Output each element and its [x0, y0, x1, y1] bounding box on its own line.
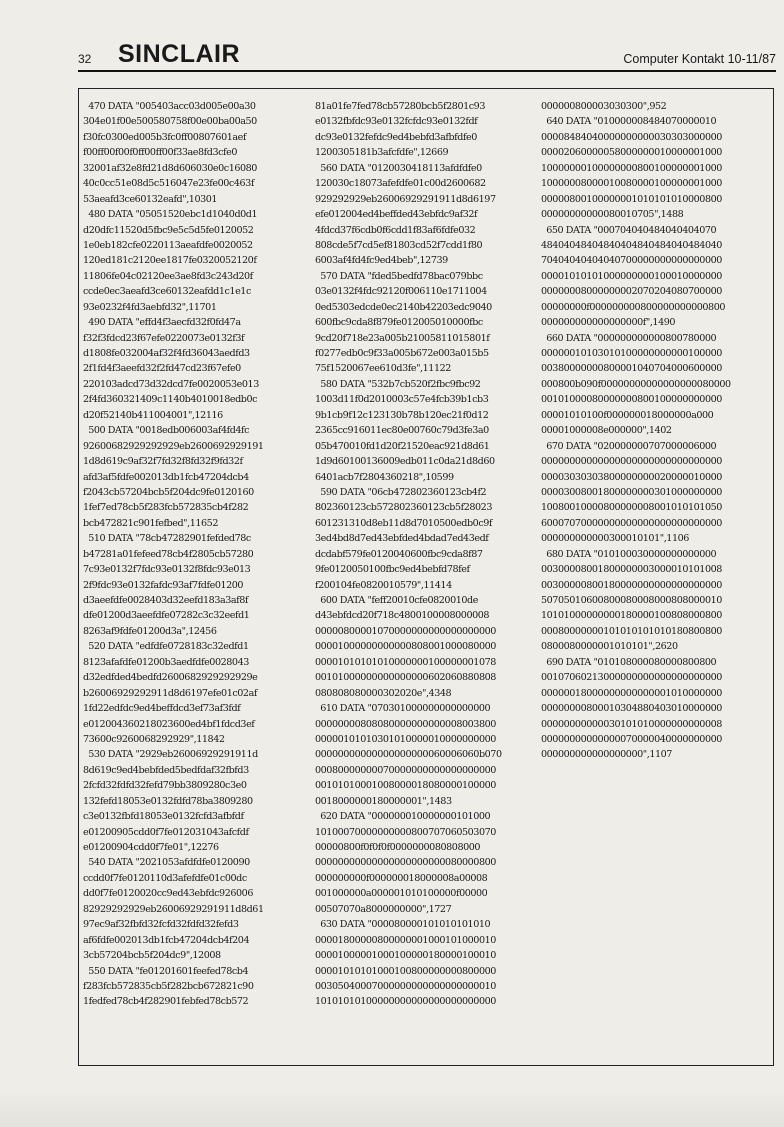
- listing-line: 00001800000800000001000101000010: [315, 934, 496, 946]
- listing-line: af6fdfe002013db1fcb47204dcb4f204: [83, 934, 250, 946]
- listing-line: 00000000000080010705",1488: [541, 209, 684, 221]
- listing-line: 10080010000800000008001010101050: [541, 502, 722, 514]
- listing-line: 1e0eb182cfe0220113aeafdfe0020052: [83, 239, 253, 251]
- listing-line: 05b470010fd1d20f21520eac921d8d61: [315, 440, 490, 452]
- listing-line: 080808080000302020e",4348: [315, 687, 452, 699]
- listing-line: 520 DATA "edfdfe0728183c32edfd1: [83, 641, 249, 653]
- listing-line: 929292929eb26006929291911d8d6197: [315, 193, 496, 205]
- listing-line: 8d619c9ed4bebfded5bedfdaf32fbfd3: [83, 764, 249, 776]
- listing-line: 680 DATA "010100030000000000000: [541, 548, 717, 560]
- listing-line: 00300000800180000000000000000000: [541, 579, 722, 591]
- listing-line: 470 DATA "005403acc03d005e00a30: [83, 101, 256, 112]
- listing-line: dcdabf579fe0120040600fbc9cda8f87: [315, 548, 483, 560]
- listing-line: 1d9d60100136009edb011c0da21d8d60: [315, 456, 495, 468]
- listing-line: 00000000000000000000000080000800: [315, 857, 496, 869]
- listing-line: dfe01200d3aeefdfe07282c3c32eefd1: [83, 610, 250, 622]
- listing-line: 00000000000000000000000000000000: [541, 456, 722, 468]
- listing-line: 600fbc9cda8f879fe012005010000fbc: [315, 317, 483, 329]
- listing-line: bcb472821c901fefbed",11652: [83, 517, 218, 529]
- listing-line: 00000000f000000000800000000000800: [541, 301, 726, 313]
- listing-column-1: [83, 99, 309, 1010]
- listing-line: 1003d11f0d2010003c57e4fcb39b1cb3: [315, 394, 489, 406]
- listing-line: 0800080000001010101",2620: [541, 641, 678, 653]
- listing-line: 00000800100000001010101010000800: [541, 193, 722, 205]
- listing-line: ccde0ec3aeafd3ce60132eafdd1c1e1c: [83, 286, 251, 298]
- listing-column-2: [315, 99, 541, 1010]
- listing-line: 8123afafdfe01200b3aedfdfe0028043: [83, 656, 249, 668]
- listing-line: 10100070000000000800707060503070: [315, 826, 496, 838]
- listing-line: 73600c9260068292929",11842: [83, 733, 225, 745]
- listing-line: e01200905cdd0f7fe012031043afcfdf: [83, 826, 249, 838]
- listing-line: 1fedfed78cb4f282901febfed78cb572: [83, 996, 249, 1008]
- listing-line: 570 DATA "fded5bedfd78bac079bbc: [315, 270, 483, 282]
- listing-line: 601231310d8eb11d8d7010500edb0c9f: [315, 517, 493, 529]
- listing-line: 120030c18073afefdfe01c00d2600682: [315, 178, 486, 190]
- listing-line: d20dfc11520d5fbc9e5c5d5fe0120052: [83, 224, 254, 236]
- listing-line: 480 DATA "05051520ebc1d1040d0d1: [83, 209, 258, 221]
- listing-line: 1200305181b3afcfdfe",12669: [315, 147, 449, 159]
- listing-line: 650 DATA "000704040484040404070: [541, 224, 717, 236]
- listing-line: 001000000a000001010100000f00000: [315, 888, 488, 900]
- listing-line: 00001010100f000000018000000a000: [541, 409, 714, 421]
- listing-line: 132fefd18053e0132fdfd78ba3809280: [83, 795, 253, 807]
- listing-line: 60007070000000000000000000000000: [541, 517, 722, 529]
- listing-line: 2f1fd4f3aeefd32f2fd47cd23f67efe0: [83, 363, 241, 375]
- listing-line: 120ed181c2120ee1817fe0320052120f: [83, 255, 257, 267]
- listing-line: 00003030303800000000020000010000: [541, 471, 722, 483]
- listing-line: 304e01f00e500580758f00e00ba00a50: [83, 116, 257, 128]
- listing-line: 000000000000000000",1107: [541, 749, 672, 761]
- magazine-title: SINCLAIR: [118, 40, 241, 68]
- page-header: [78, 40, 776, 72]
- listing-line: 00101000080000000800100000000000: [541, 394, 722, 406]
- listing-line: 3ed4bd8d7ed43ebfded4bdad7ed43edf: [315, 533, 489, 545]
- listing-line: 6003af4fd4fc9ed4beb",12739: [315, 255, 448, 267]
- listing-line: 00001000001000100000180000100010: [315, 950, 496, 962]
- listing-line: 32001af32e8fd21d8d606030e0c16080: [83, 162, 257, 174]
- listing-line: 0018000000180000001",1483: [315, 795, 452, 807]
- listing-line: d1808fe032004af32f4fd36043aedfd3: [83, 348, 250, 359]
- listing-line: d20f52140b411004001",12116: [83, 409, 223, 421]
- listing-line: 220103adcd73d32dcd7fe0020053e013: [83, 378, 259, 390]
- listing-line: 550 DATA "fe01201601feefed78cb4: [83, 965, 249, 977]
- listing-line: 640 DATA "010000008484070000010: [541, 116, 717, 128]
- page-bottom-shadow: [0, 1090, 784, 1127]
- listing-line: 580 DATA "532b7cb520f2fbc9fbc92: [315, 378, 481, 390]
- listing-line: 00000000808080000000000008003800: [315, 718, 496, 730]
- listing-line: 10000000100000000800100000001000: [541, 162, 722, 174]
- listing-line: 8263af9fdfe01200d3a",12456: [83, 625, 217, 637]
- listing-line: 808cde5f7cd5ef81803cd52f7cdd1f80: [315, 239, 483, 251]
- listing-column-3: [541, 99, 767, 763]
- listing-line: 00080000000101010101010180800800: [541, 625, 722, 637]
- listing-line: 00107060213000000000000000000000: [541, 672, 722, 684]
- listing-line: c3e0132fbfd18053e0132fcfd3afbfdf: [83, 811, 244, 823]
- listing-line: 00000800001070000000000000000000: [315, 625, 496, 637]
- listing-line: 00001010101000100800000000800000: [315, 965, 496, 977]
- listing-line: 0ed5303edcde0ec2140b42203edc9040: [315, 301, 492, 313]
- listing-line: 00001010101000000000100010000000: [541, 270, 722, 282]
- listing-line: 2365cc916011ec80e00760c79d3fe3a0: [315, 425, 489, 437]
- listing-line: 00000800f0f0f0f0000000080808000: [315, 842, 481, 853]
- listing-line: 600 DATA "feff20010cfe0820010de: [315, 595, 478, 606]
- listing-line: 00008484040000000000030303000000: [541, 131, 722, 143]
- listing-line: efe012004ed4beffded43ebfdc9af32f: [315, 209, 478, 221]
- listing-line: 50705010600800080008000808000010: [541, 595, 722, 606]
- listing-line: 00000018000000000000001010000000: [541, 687, 722, 699]
- listing-line: 40c0cc51e08d5c516047e23fe00c463f: [83, 178, 254, 190]
- listing-line: 10101000000000180000100808000800: [541, 610, 722, 622]
- listing-line: 2fcfd32fdfd32fefd79bb3809280c3e0: [83, 780, 247, 792]
- listing-line: 00101000000000000000602060880808: [315, 672, 496, 684]
- listing-line: 00000101010301010000010000000000: [315, 733, 496, 745]
- page-number: 32: [78, 52, 92, 66]
- listing-line: 00003008001800000000301000000000: [541, 486, 722, 498]
- listing-line: 00080000000070000000000000000000: [315, 764, 496, 776]
- listing-line: afd3af5fdfe002013db1fcb47204dcb4: [83, 471, 249, 483]
- listing-line: e0132fbfdc93e0132fcfdc93e0132fdf: [315, 116, 478, 128]
- listing-line: f32f3fdcd23f67efe0220073e0132f3f: [83, 332, 245, 344]
- listing-line: 10101010100000000000000000000000: [315, 996, 496, 1008]
- listing-line: 500 DATA "0018edb006003af4fd4fc: [83, 425, 250, 437]
- listing-line: 00305040007000000000000000000010: [315, 980, 496, 992]
- listing-line: 82929292929eb26006929291911d8d61: [83, 903, 264, 915]
- listing-line: dd0f7fe0120020cc9ed43ebfdc926006: [83, 888, 253, 900]
- listing-line: d32edfded4bedfd2600682929292929e: [83, 672, 258, 684]
- listing-line: f2043cb57204bcb5f204dc9fe0120160: [83, 486, 254, 498]
- listing-line: 530 DATA "2929eb26006929291911d: [83, 749, 258, 761]
- listing-line: 81a01fe7fed78cb57280bcb5f2801c93: [315, 101, 485, 112]
- listing-line: 1fd22edfdc9ed4beffdcd3ef73af3fdf: [83, 703, 241, 715]
- listing-line: ccdd0f7fe0120110d3afefdfe01c00dc: [83, 872, 247, 884]
- listing-line: 00000000800010304880403010000000: [541, 703, 722, 715]
- listing-line: 1fef7ed78cb5f283fcb572835cb4f282: [83, 502, 249, 514]
- listing-line: 10000008000010080000100000001000: [541, 178, 722, 190]
- listing-line: 9fe0120050100fbc9ed4bebfd78fef: [315, 564, 470, 576]
- listing-line: 00507070a8000000000",1727: [315, 903, 452, 915]
- listing-line: 670 DATA "020000000707000006000: [541, 440, 717, 452]
- listing-line: 1d8d619c9af32f7fd32f8fd32f9fd32f: [83, 456, 243, 468]
- listing-line: 9cd20f718e23a005b21005811015801f: [315, 332, 490, 344]
- listing-line: 560 DATA "0120030418113afdfdfe0: [315, 162, 482, 174]
- listing-line: 590 DATA "06cb472802360123cb4f2: [315, 486, 487, 498]
- listing-line: 00380000000800001040704000600000: [541, 363, 722, 375]
- listing-line: 48404048404840404840484040484040: [541, 239, 722, 251]
- listing-line: 92600682929292929eb2600692929191: [83, 440, 264, 452]
- listing-line: 510 DATA "78cb47282901fefded78c: [83, 533, 251, 545]
- listing-line: 00001000000000000808001000080000: [315, 641, 496, 653]
- listing-line: f200104fe0820010579",11414: [315, 579, 452, 591]
- listing-line: 000800b090f00000000000000000080000: [541, 378, 731, 390]
- listing-line: 000000000000300010101",1106: [541, 533, 689, 545]
- listing-line: e01200904cdd0f7fe01",12276: [83, 842, 219, 853]
- listing-line: f00ff00f00f0ff00ff00f33ae8fd3cfe0: [83, 147, 238, 159]
- listing-line: 00001000008e000000",1402: [541, 425, 672, 437]
- listing-line: 610 DATA "070301000000000000000: [315, 703, 491, 715]
- listing-line: 660 DATA "000000000000800780000: [541, 332, 717, 344]
- listing-line: f30fc0300ed005b3fc0ff00807601aef: [83, 131, 246, 143]
- listing-line: 00000000000000000000060006060b070: [315, 749, 502, 761]
- listing-line: 03e0132f4fdc92120f006110e1711004: [315, 286, 487, 298]
- listing-line: 00000000000030101010000000000008: [541, 718, 722, 730]
- listing-line: d43ebfdcd20f718c4800100008000008: [315, 610, 490, 622]
- listing-line: 4fdcd37f6cdb0f6cdd1f83af6fdfe032: [315, 224, 476, 236]
- listing-line: 00000010103010100000000000100000: [541, 348, 722, 359]
- listing-line: d3aeefdfe0028403d32eefd183a3af8f: [83, 595, 249, 606]
- listing-line: 00001010101010000000100000001078: [315, 656, 496, 668]
- basic-listing-box: [78, 88, 774, 1066]
- listing-line: f283fcb572835cb5f282bcb672821c90: [83, 980, 254, 992]
- listing-line: 2f4fd360321409c1140b4010018edb0c: [83, 394, 258, 406]
- listing-line: 00300008001800000003000010101008: [541, 564, 722, 576]
- listing-line: 540 DATA "2021053afdfdfe0120090: [83, 857, 250, 869]
- listing-line: b47281a01fefeed78cb4f2805cb57280: [83, 548, 254, 560]
- listing-line: 7c93e0132f7fdc93e0132f8fdc93e013: [83, 564, 251, 576]
- listing-line: 620 DATA "000000010000000101000: [315, 811, 491, 823]
- listing-line: 000000000000000000f",1490: [541, 317, 676, 329]
- listing-line: 630 DATA "000080000101010101010: [315, 919, 491, 931]
- listing-line: 6401acb7f2804360218",10599: [315, 471, 454, 483]
- issue-label: Computer Kontakt 10-11/87: [623, 52, 776, 66]
- listing-line: 00101010001008000018080000100000: [315, 780, 496, 792]
- listing-line: 000000000f000000018000008a00008: [315, 872, 488, 884]
- listing-line: 75f1520067ee610d3fe",11122: [315, 363, 451, 375]
- listing-line: 000000800003030300",952: [541, 101, 667, 112]
- listing-line: dc93e0132fefdc9ed4bebfd3afbfdfe0: [315, 131, 477, 143]
- listing-line: f0277edb0c9f33a005b672e003a015b5: [315, 348, 489, 359]
- listing-line: 97ec9af32fbfd32fcfd32fdfd32fefd3: [83, 919, 239, 931]
- listing-line: 00002060000058000000010000001000: [541, 147, 722, 159]
- listing-line: 2f9fdc93e0132fafdc93af7fdfe01200: [83, 579, 244, 591]
- listing-line: 70404040404040700000000000000000: [541, 255, 722, 267]
- listing-line: b26006929292911d8d6197efe01c02af: [83, 687, 257, 699]
- listing-line: 490 DATA "effd4f3aecfd32f0fd47a: [83, 317, 241, 329]
- listing-line: 00000008000000002070204080700000: [541, 286, 722, 298]
- listing-line: 802360123cb572802360123cb5f28023: [315, 502, 492, 514]
- listing-line: 9b1cb9f12c123130b78b120ec21f0d12: [315, 409, 489, 421]
- listing-line: 00000000000000070000040000000000: [541, 733, 722, 745]
- listing-line: e012004360218023600ed4bf1fdcd3ef: [83, 718, 255, 730]
- listing-line: 53aeafd3ce60132eafd",10301: [83, 193, 218, 205]
- listing-line: 690 DATA "010108000080000800800: [541, 656, 717, 668]
- listing-line: 3cb57204bcb5f204dc9",12008: [83, 950, 221, 962]
- listing-line: 11806fe04c02120ee3ae8fd3c243d20f: [83, 270, 253, 282]
- listing-line: 93e0232f4fd3aebfd32",11701: [83, 301, 217, 313]
